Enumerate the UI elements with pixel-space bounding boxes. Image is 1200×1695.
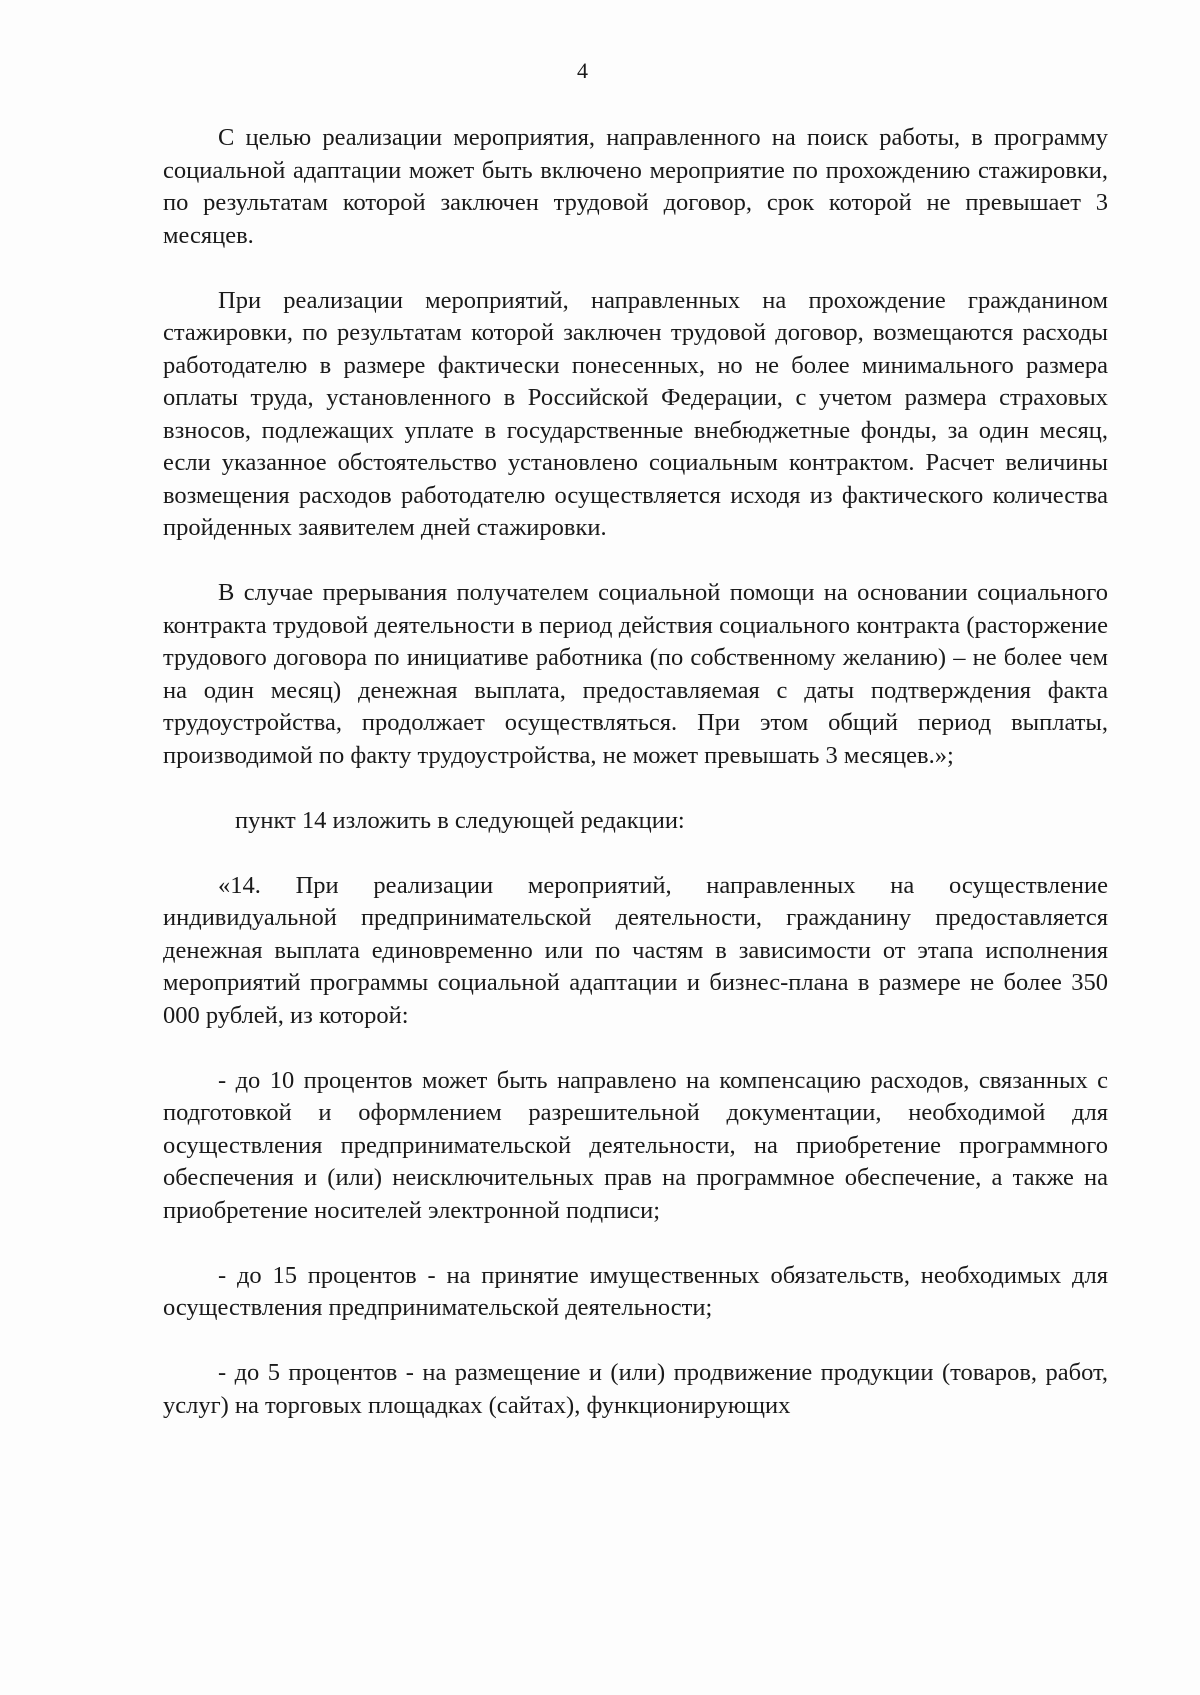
page-number: 4	[577, 58, 588, 83]
paragraph-internship: С целью реализации мероприятия, направленного на поиск работы, в программу социальной адаптации может быть включено мероприятие по прохождению стажировки, по результатам которой заключен трудовой договор, срок которой не превышает 3 месяцев.	[163, 124, 1108, 249]
document-body	[163, 122, 1108, 1422]
paragraph-amendment-intro: пункт 14 изложить в следующей редакции:	[235, 806, 685, 834]
list-item-15-percent: - до 15 процентов - на принятие имущественных обязательств, необходимых для осуществления предпринимательской деятельности;	[163, 1261, 1108, 1321]
paragraph-employment-interruption: В случае прерывания получателем социальной помощи на основании социального контракта трудовой деятельности в период действия социального контракта (расторжение трудового договора по инициативе работника (по собственному желанию) – не более чем на один месяц) денежная выплата, предоставляемая с даты подтверждения факта трудоустройства, продолжает осуществляться. При этом общий период выплаты, производимой по факту трудоустройства, не может превышать 3 месяцев.»;	[163, 579, 1108, 769]
paragraph-item-14: «14. При реализации мероприятий, направленных на осуществление индивидуальной предпринимательской деятельности, гражданину предоставляется денежная выплата единовременно или по частям в зависимости от этапа исполнения мероприятий программы социальной адаптации и бизнес-плана в размере не более 350 000 рублей, из которой:	[163, 871, 1108, 1029]
list-item-10-percent: - до 10 процентов может быть направлено на компенсацию расходов, связанных с подготовкой и оформлением разрешительной документации, необходимой для осуществления предпринимательской деятельности, на приобретение программного обеспечения и (или) неисключительных прав на программное обеспечение, а также на приобретение носителей электронной подписи;	[163, 1066, 1108, 1224]
list-item-5-percent: - до 5 процентов - на размещение и (или) продвижение продукции (товаров, работ, услуг) на торговых площадках (сайтах), функционирующих	[163, 1359, 1108, 1419]
paragraph-employer-reimbursement: При реализации мероприятий, направленных на прохождение гражданином стажировки, по результатам которой заключен трудовой договор, возмещаются расходы работодателю в размере фактически понесенных, но не более минимального размера оплаты труда, установленного в Российской Федерации, с учетом размера страховых взносов, подлежащих уплате в государственные внебюджетные фонды, за один месяц, если указанное обстоятельство установлено социальным контрактом. Расчет величины возмещения расходов работодателю осуществляется исходя из фактического количества пройденных заявителем дней стажировки.	[163, 286, 1108, 541]
